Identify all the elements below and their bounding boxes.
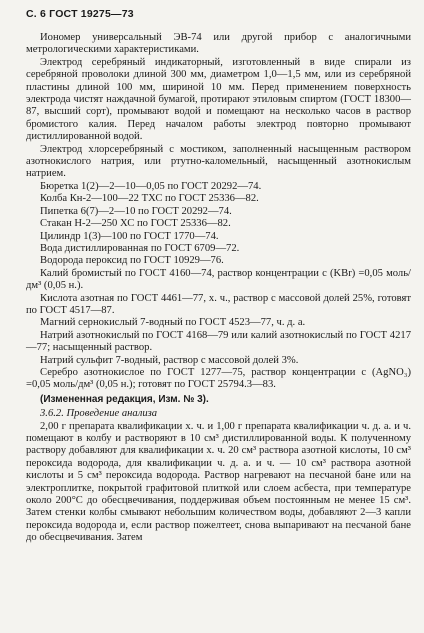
- paragraph: Стакан Н-2—250 ХС по ГОСТ 25336—82.: [40, 218, 231, 230]
- amendment-note: (Измененная редакция, Изм. № 3).: [40, 393, 209, 405]
- paragraph: Калий бромистый по ГОСТ 4160—74, раствор концентрации с (KBr) =0,05 моль/дм³ (0,05 н.).: [26, 267, 411, 292]
- paragraph: Вода дистиллированная по ГОСТ 6709—72.: [40, 242, 240, 254]
- page-header: С. 6 ГОСТ 19275—73: [26, 8, 134, 20]
- paragraph: 2,00 г препарата квалификации х. ч. и 1,00 г препарата квалификации ч. д. а. и ч. помещают в колбу и растворяют в 10 см³ дистиллированной воды. К полученному раствору добавляют для квалификации х. ч. 20 см³ раствора азотной кислоты, 10 см³ пероксида водорода, для квалификации ч. д. а. и ч. — 10 см³ раствора азотной кислоты и 5 см³ пероксида водорода. Раствор нагревают на песчаной бане или на электроплитке, покрытой графитовой плиткой или слоем асбеста, при температуре около 200°С до обесцвечивания, поддерживая объем постоянным не менее 15 см³. Затем стенки колбы смывают небольшим количеством воды, добавляют 2—3 капли пероксида водорода и, если раствор пожелтеет, снова выпаривают на песчаной бане до обесцвечивания. Затем: [26, 420, 411, 544]
- paragraph: Электрод хлорсеребряный с мостиком, заполненный насыщенным раствором азотнокислого натрия, или ртутно-каломельный, насыщенный азотнокислым натрием.: [26, 143, 411, 180]
- section-heading: 3.6.2. Проведение анализа: [40, 408, 158, 420]
- paragraph: Серебро азотнокислое по ГОСТ 1277—75, раствор концентрации с (AgNO₃) =0,05 моль/дм³ (0,05 н.); готовят по ГОСТ 25794.3—83.: [26, 366, 411, 391]
- paragraph: Магний сернокислый 7-водный по ГОСТ 4523—77, ч. д. а.: [40, 317, 306, 329]
- paragraph: Бюретка 1(2)—2—10—0,05 по ГОСТ 20292—74.: [40, 180, 262, 192]
- paragraph: Кислота азотная по ГОСТ 4461—77, х. ч., раствор с массовой долей 25%, готовят по ГОСТ 4517—87.: [26, 292, 411, 316]
- paragraph: Иономер универсальный ЭВ-74 или другой прибор с аналогичными метрологическими характеристиками.: [26, 32, 411, 56]
- paragraph: Цилиндр 1(3)—100 по ГОСТ 1770—74.: [40, 230, 219, 242]
- paragraph: Пипетка 6(7)—2—10 по ГОСТ 20292—74.: [40, 205, 232, 217]
- paragraph: Электрод серебряный индикаторный, изготовленный в виде спирали из серебряной проволоки длиной 300 мм, диаметром 1,0—1,5 мм, или из серебряной пластины длиной 100 мм, шириной 10 мм. Перед применением поверхность электрода чистят наждачной бумагой, протирают этиловым спиртом (ГОСТ 18300—87, высший сорт), промывают водой и помещают на несколько часов в раствор бромистого калия. Перед началом работы электрод повторно промывают дистиллированной водой.: [26, 56, 411, 143]
- paragraph: Колба Кн-2—100—22 ТХС по ГОСТ 25336—82.: [40, 193, 259, 205]
- paragraph: Водорода пероксид по ГОСТ 10929—76.: [40, 255, 224, 267]
- paragraph: Натрий азотнокислый по ГОСТ 4168—79 или калий азотнокислый по ГОСТ 4217—77; насыщенный раствор.: [26, 329, 411, 354]
- paragraph: Натрий сульфит 7-водный, раствор с массовой долей 3%.: [40, 354, 299, 366]
- document-body: [26, 32, 411, 545]
